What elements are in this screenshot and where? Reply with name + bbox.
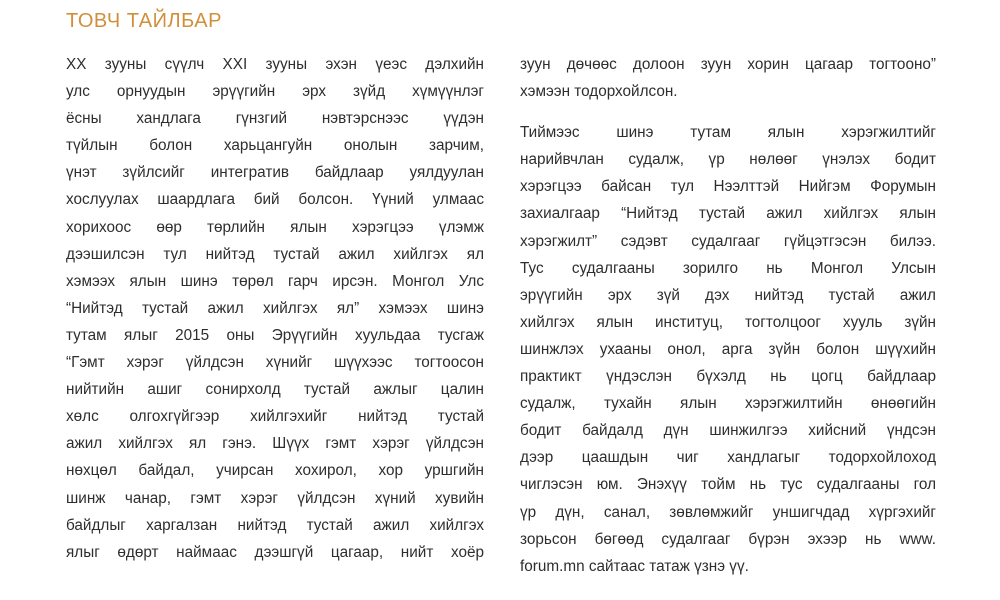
text-line: зуун дөчөөс долоон зуун хорин цагаар тогтооно” [520, 56, 936, 73]
text-line: хослуулах шаардлага бий болсон. Үүний улмаас [66, 191, 484, 209]
text-line: хөлс олгохгүйгээр хийлгэхийг нийтэд тустай [66, 408, 484, 426]
text-line: ялыг өдөрт наймаас дээшгүй цагаар, нийт хоёр [66, 543, 484, 561]
text-line: нийтийн ашиг сонирхолд тустай ажлыг цалин [66, 381, 484, 399]
text-line: үр дүн, санал, зөвлөмжийг уншигчдад хүргэхийг [520, 503, 936, 521]
text-line: forum.mn сайтаас татаж үзнэ үү. [520, 557, 749, 575]
text-line: эрүүгийн эрх зүй дэх нийтэд тустай ажил [520, 286, 936, 304]
text-line: хийлгэх ялын институц, тогтолцоог хууль зүйн [520, 313, 936, 331]
text-line: Тус судалгааны зорилго нь Монгол Улсын [520, 259, 936, 277]
text-line: ёсны хандлага гүнзгий нэвтэрснээс үүдэн [66, 110, 484, 128]
text-line: нарийвчлан судалж, үр нөлөөг үнэлэх бодит [520, 151, 936, 169]
text-line: байдлыг харгалзан нийтэд тустай ажил хийлгэх [66, 516, 484, 534]
text-line: бодит байдалд дүн шинжилгээ хийсний үндсэн [520, 422, 936, 440]
text-line: үнэт зүйлсийг интегратив байдлаар уялдуулан [66, 164, 484, 182]
text-line: хорихоос өөр төрлийн ялын хэрэгцээ үлэмж [66, 218, 484, 236]
text-line: захиалгаар “Нийтэд тустай ажил хийлгэх ялын [520, 205, 936, 223]
text-line: “Гэмт хэрэг үйлдсэн хүнийг шүүхээс тогтоосон [66, 354, 484, 372]
text-line: түйлын болон харьцангуйн онолын зарчим, [66, 137, 484, 155]
text-line: улс орнуудын эрүүгийн эрх зүйд хүмүүнлэг [66, 83, 484, 101]
paragraph-gap [520, 105, 936, 119]
text-line: шинж чанар, гэмт хэрэг үйлдсэн хүний хувийн [66, 489, 484, 507]
text-line: XX зууны сүүлч XXI зууны эхэн үеэс дэлхийн [66, 56, 484, 73]
section-title: ТОВЧ ТАЙЛБАР [66, 10, 222, 32]
text-line: тутам ялыг 2015 оны Эрүүгийн хуульдаа тусгаж [66, 326, 484, 344]
text-line: практикт үндэслэн бүхэлд нь цогц байдлаар [520, 368, 936, 386]
text-line: судалж, тухайн ялын хэрэгжилтийн өнөөгийн [520, 395, 936, 413]
right-column [520, 51, 936, 580]
text-line: нөхцөл байдал, учирсан хохирол, хор уршгийн [66, 462, 484, 480]
text-line: хэрэгжилт” сэдэвт судалгааг гүйцэтгэсэн билээ. [520, 232, 936, 250]
text-line: чиглэсэн юм. Энэхүү тойм нь тус судалгааны гол [520, 476, 936, 494]
text-line: зорьсон бөгөөд судалгааг бүрэн эхээр нь www. [520, 530, 936, 548]
text-line: дээр цаашдын чиг хандлагыг тодорхойлоход [520, 449, 936, 467]
text-line: дээшилсэн тул нийтэд тустай ажил хийлгэх ял [66, 245, 484, 263]
text-line: хэмээх ялын шинэ төрөл гарч ирсэн. Монгол Улс [66, 272, 484, 290]
left-column [66, 51, 484, 566]
text-line: шинжлэх ухааны онол, арга зүйн болон шүүхийн [520, 340, 936, 358]
text-line: ажил хийлгэх ял гэнэ. Шүүх гэмт хэрэг үйлдсэн [66, 435, 484, 453]
text-line: хэрэгцээ байсан тул Нээлттэй Нийгэм Форумын [520, 178, 936, 196]
text-line: “Нийтэд тустай ажил хийлгэх ял” хэмээх шинэ [66, 299, 484, 317]
text-line: Тиймээс шинэ тутам ялын хэрэгжилтийг [520, 124, 936, 142]
text-line: хэмээн тодорхойлсон. [520, 83, 678, 101]
